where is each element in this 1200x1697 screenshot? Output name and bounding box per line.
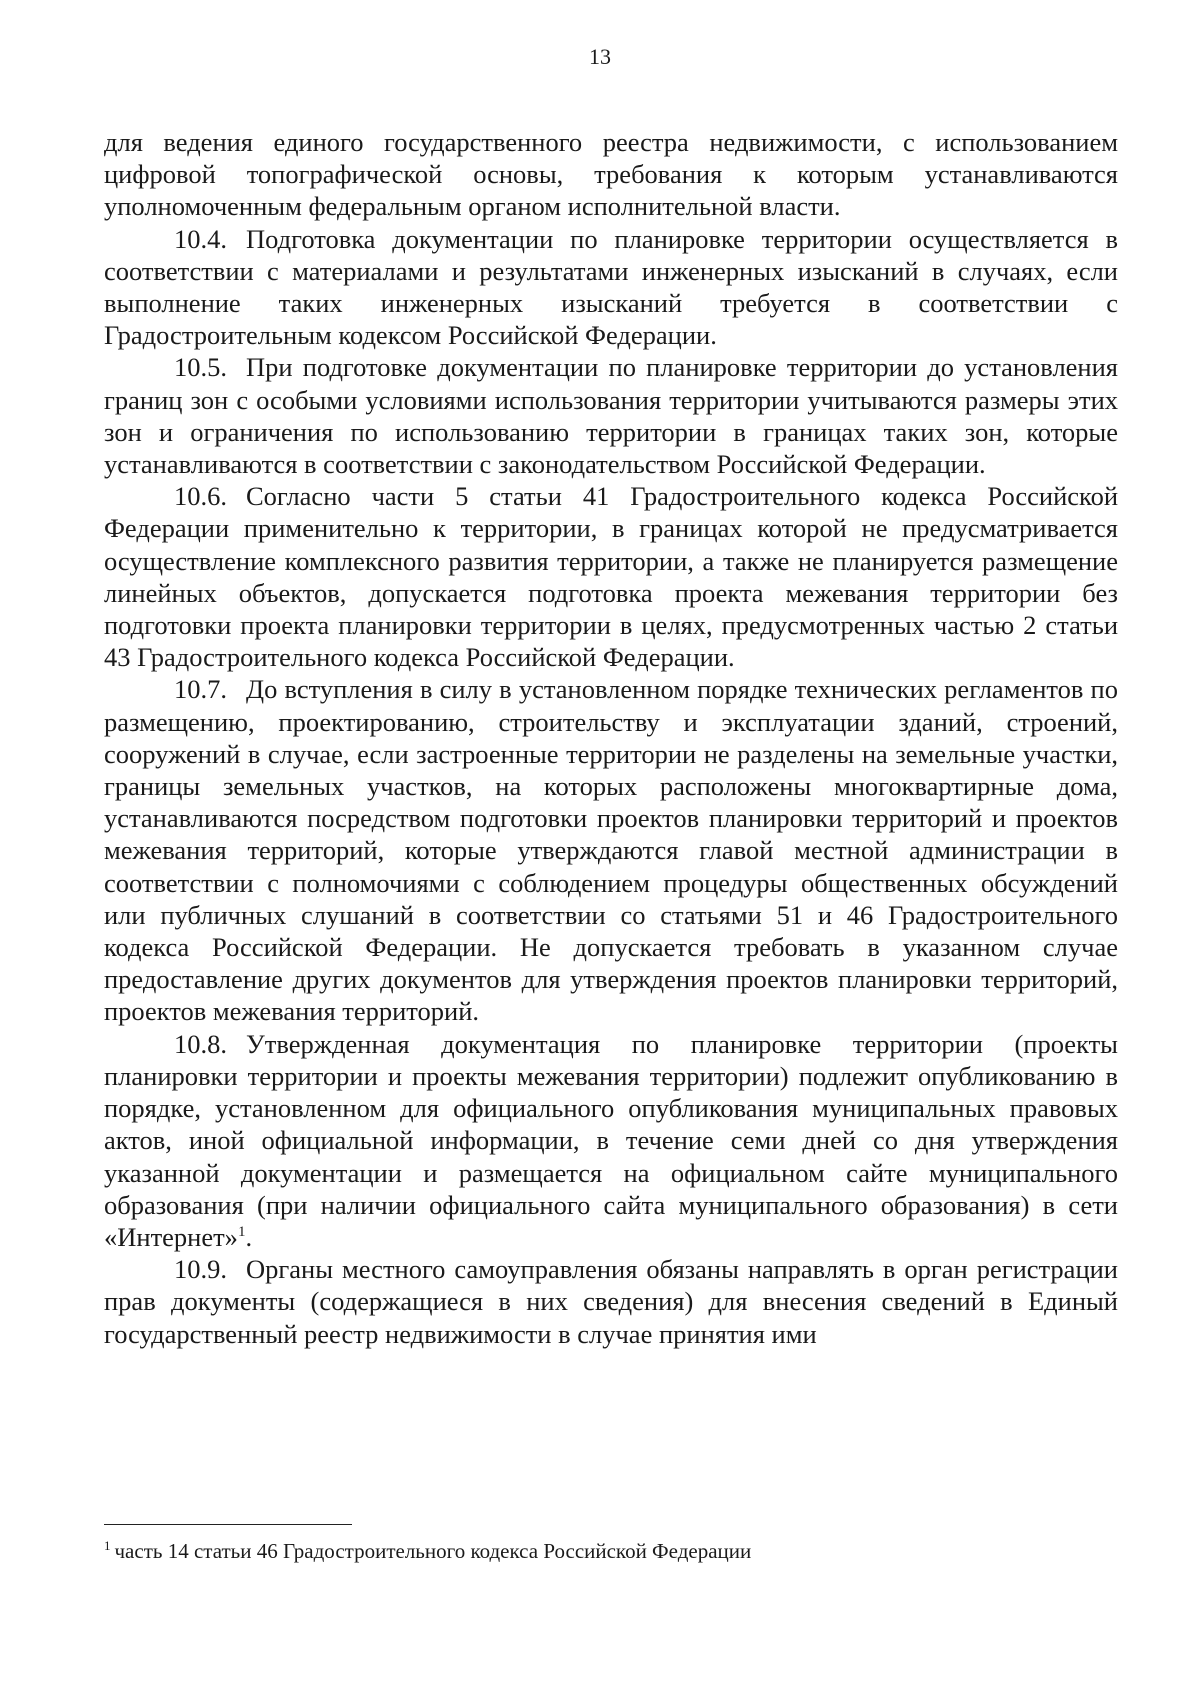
footnote-separator: [104, 1524, 352, 1525]
paragraph-number: 10.4.: [174, 223, 227, 254]
paragraph-10-7: [104, 673, 1118, 1027]
paragraph-number: 10.8.: [174, 1028, 227, 1059]
paragraph-number: 10.6.: [174, 481, 227, 512]
footnote-reference[interactable]: 1: [237, 1224, 246, 1241]
page-number: 13: [589, 44, 611, 69]
paragraph-10-8: [104, 1028, 1118, 1253]
footnote-marker: 1: [104, 1538, 111, 1553]
paragraph-text: Утвержденная документация по планировке территории (проекты планировки территории и проекты межевания территории) подлежит опубликованию в порядке, установленном для официального опубликования муниципальных правовых актов, иной официальной информации, в течение семи дней со дня утверждения указанной документации и размещается на официальном сайте муниципального образования (при наличии официального сайта муниципального образования) в сети «Интернет»: [104, 1028, 1118, 1252]
intro-paragraph: для ведения единого государственного реестра недвижимости, с использованием цифровой топографической основы, требования к которым устанавливаются уполномоченным федеральным органом исполнительной власти.: [104, 127, 1118, 222]
paragraph-text: До вступления в силу в установленном порядке технических регламентов по размещению, проектированию, строительству и эксплуатации зданий, строений, сооружений в случае, если застроенные территории не разделены на земельные участки, границы земельных участков, на которых расположены многоквартирные дома, устанавливаются посредством подготовки проектов планировки территорий и проектов межевания территорий, которые утверждаются главой местной администрации в соответствии с полномочиями с соблюдением процедуры общественных обсуждений или публичных слушаний в соответствии со статьями 51 и 46 Градостроительного кодекса Российской Федерации. Не допускается требовать в указанном случае предоставление других документов для утверждения проектов планировки территорий, проектов межевания территорий.: [104, 674, 1118, 1027]
paragraph-number: 10.7.: [174, 674, 227, 705]
paragraph-number: 10.9.: [174, 1254, 227, 1285]
paragraph-text: При подготовке документации по планировке территории до установления границ зон с особыми условиями использования территории учитываются размеры этих зон и ограничения по использованию территории в границах таких зон, которые устанавливаются в соответствии с законодательством Российской Федерации.: [104, 352, 1118, 480]
paragraph-number: 10.5.: [174, 352, 227, 383]
paragraph-text: Органы местного самоуправления обязаны направлять в орган регистрации прав документы (содержащиеся в них сведения) для внесения сведений в Единый государственный реестр недвижимости в случае принятия ими: [104, 1254, 1118, 1349]
paragraph-10-5: [104, 351, 1118, 480]
paragraph-text-end: .: [245, 1221, 253, 1252]
document-body: [104, 126, 1118, 1350]
paragraph-10-4: [104, 223, 1118, 352]
paragraph-text: Согласно части 5 статьи 41 Градостроительного кодекса Российской Федерации применительно к территории, в границах которой не предусматривается осуществление комплексного развития территории, а также не планируется размещение линейных объектов, допускается подготовка проекта межевания территории без подготовки проекта планировки территории в целях, предусмотренных частью 2 статьи 43 Градостроительного кодекса Российской Федерации.: [104, 481, 1118, 673]
paragraph-text: Подготовка документации по планировке территории осуществляется в соответствии с материалами и результатами инженерных изысканий в случаях, если выполнение таких инженерных изысканий требуется в соответствии с Градостроительным кодексом Российской Федерации.: [104, 223, 1118, 351]
paragraph-10-9: [104, 1253, 1118, 1350]
paragraph-10-6: [104, 480, 1118, 673]
footnote: [104, 1538, 1118, 1564]
footnote-text: часть 14 статьи 46 Градостроительного кодекса Российской Федерации: [114, 1539, 752, 1563]
